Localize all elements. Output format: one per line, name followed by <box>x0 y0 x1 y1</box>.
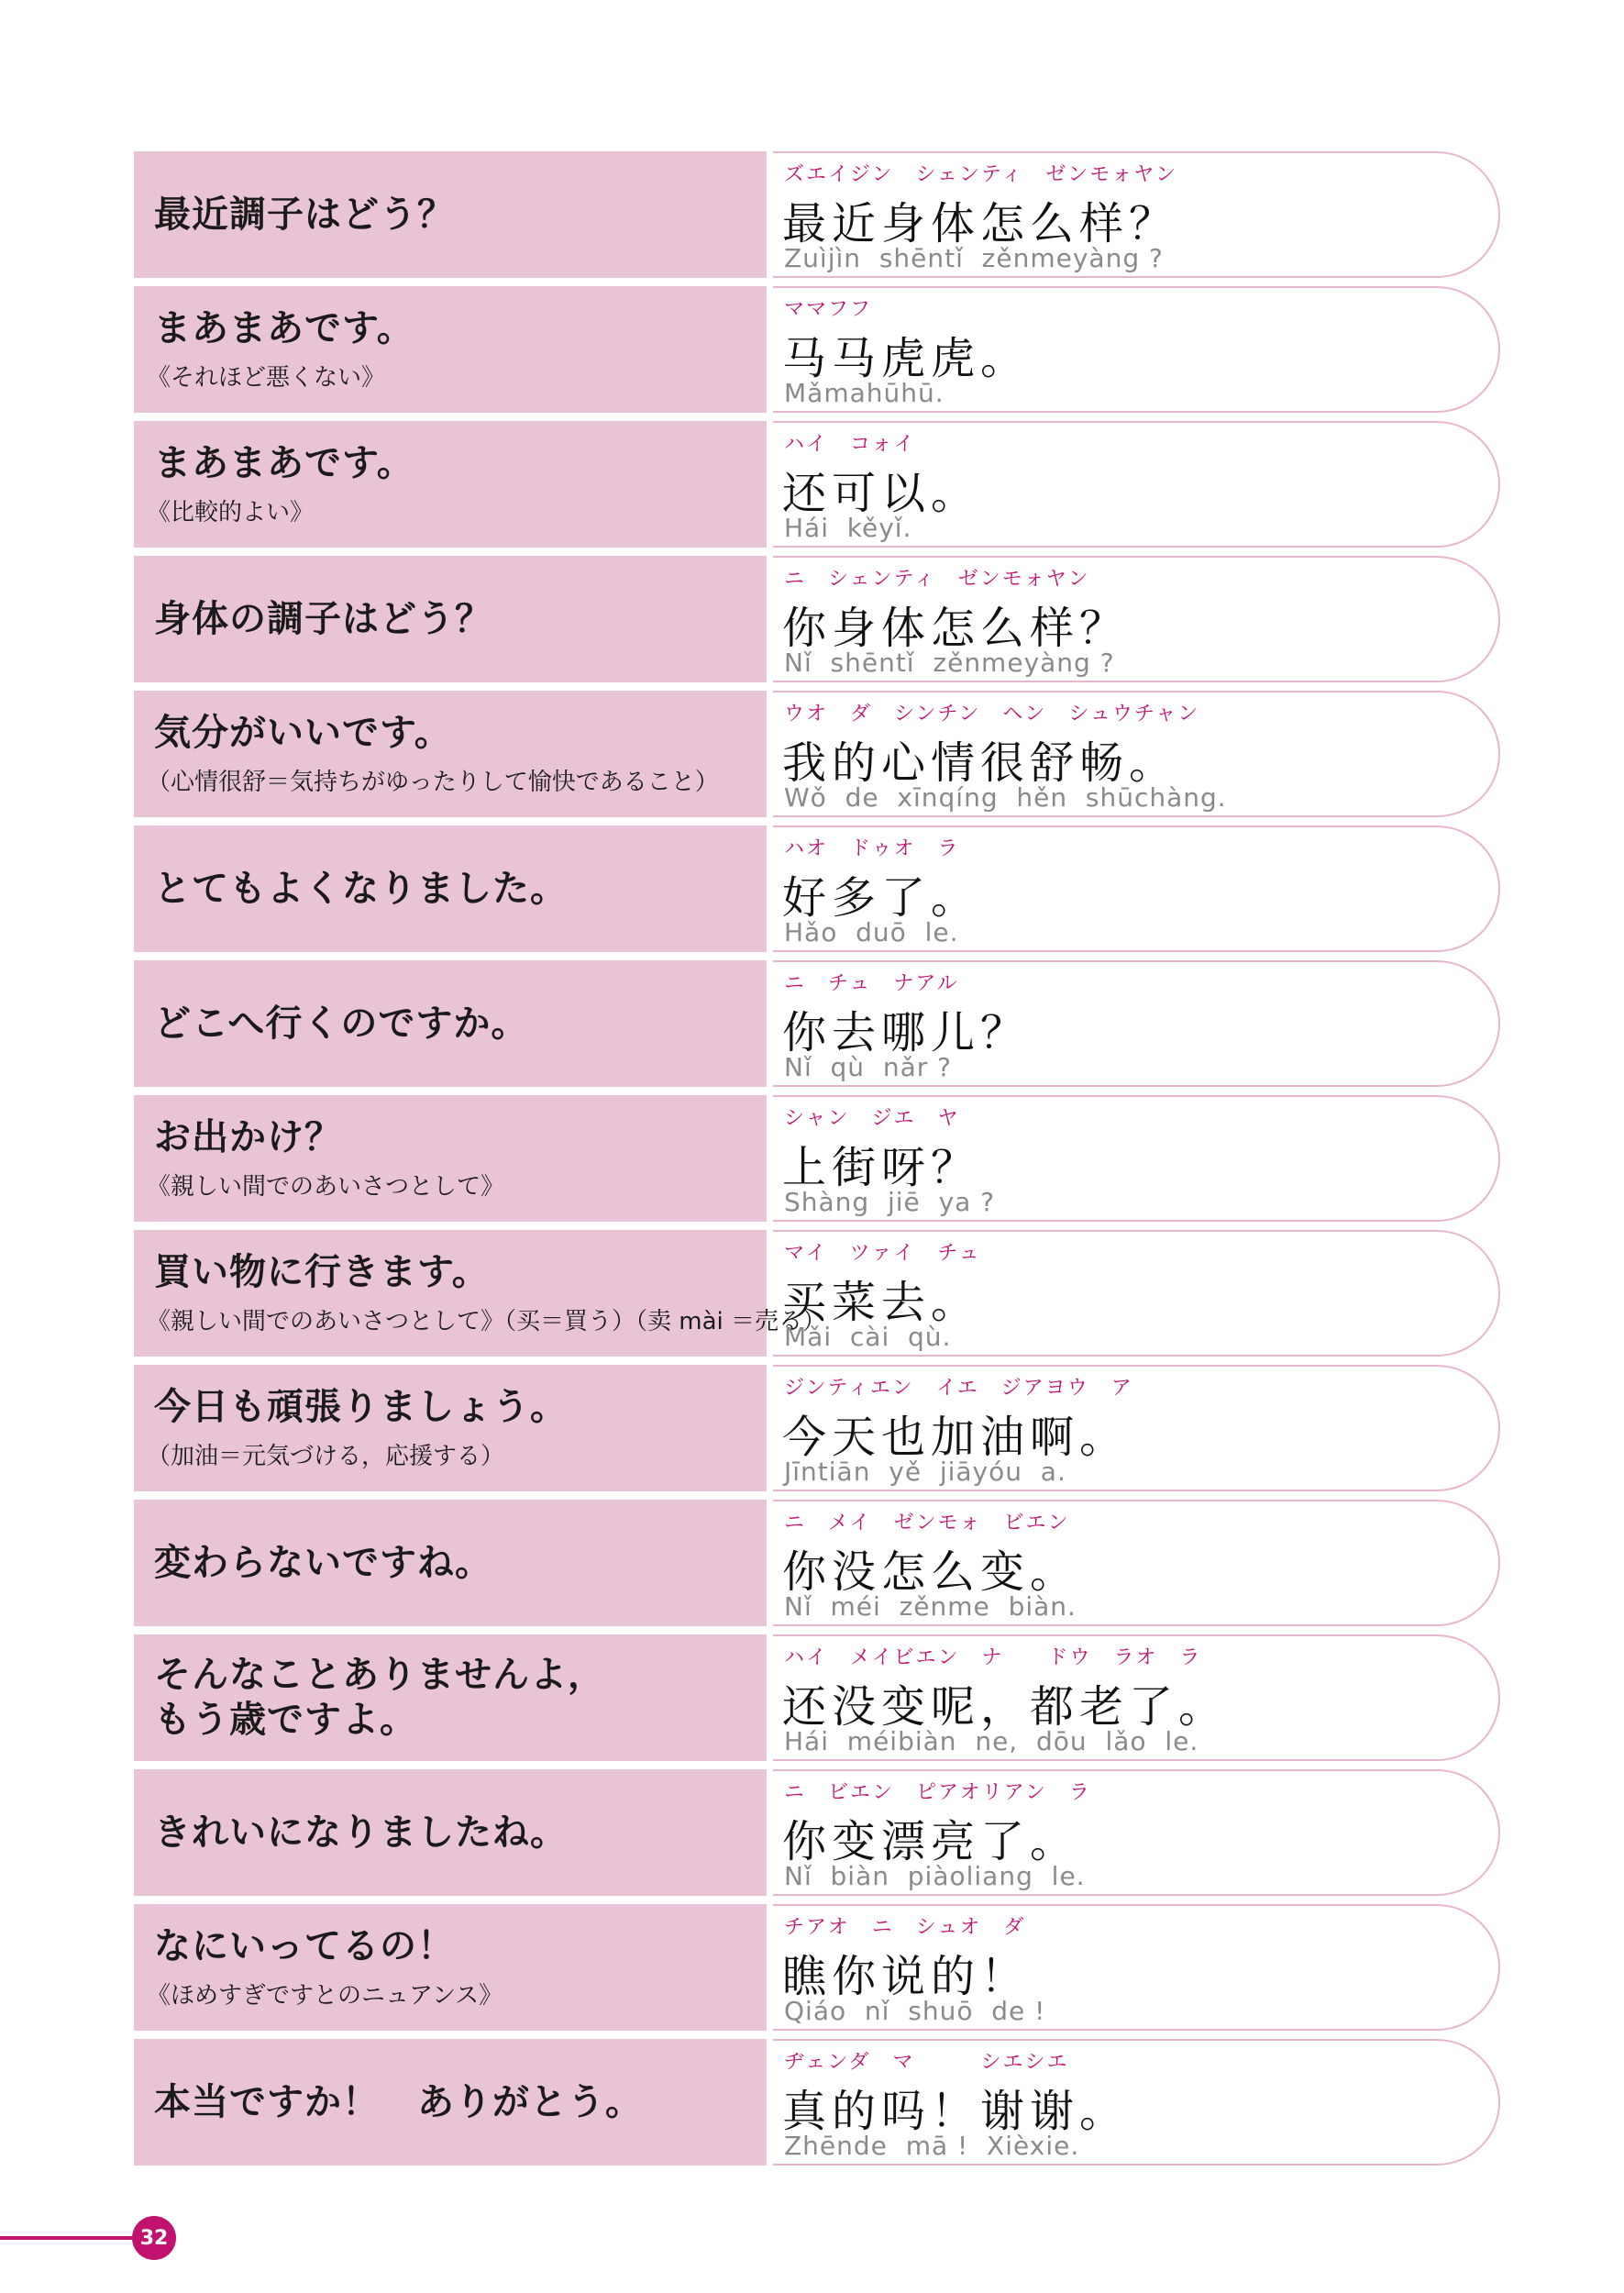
pinyin-reading: Hǎo duō le. <box>784 917 959 947</box>
chinese-phrase: 买菜去。 <box>782 1277 981 1328</box>
chinese-cell <box>773 151 1500 278</box>
chinese-cell <box>773 286 1500 413</box>
pinyin-reading: Jīntiān yě jiāyóu a. <box>784 1457 1066 1487</box>
phrase-row <box>134 1230 1500 1357</box>
phrase-row <box>134 825 1500 952</box>
japanese-phrase: まあまあです。 <box>154 442 414 485</box>
katakana-reading: ニ ビエン ピアオリアン ラ <box>784 1781 1091 1804</box>
pinyin-reading: Zuìjìn shēntǐ zěnmeyàng ? <box>784 243 1164 273</box>
pinyin-reading: Qiáo nǐ shuō de ! <box>784 1996 1046 2026</box>
katakana-reading: ズエイジン シェンティ ゼンモォヤン <box>784 163 1178 186</box>
footer-rule <box>0 2236 147 2240</box>
katakana-reading: シャン ジエ ヤ <box>784 1107 960 1130</box>
pinyin-reading: Mǎi cài qù. <box>784 1322 952 1352</box>
chinese-cell <box>773 1500 1500 1626</box>
chinese-phrase: 还可以。 <box>782 468 981 519</box>
katakana-reading: ニ チュ ナアル <box>784 972 959 995</box>
japanese-cell <box>134 286 767 413</box>
japanese-note: 《それほど悪くない》 <box>147 363 386 392</box>
japanese-cell <box>134 960 767 1087</box>
japanese-phrase: なにいってるの！ <box>154 1925 455 1968</box>
katakana-reading: ニ シェンティ ゼンモォヤン <box>784 568 1090 591</box>
japanese-note: （心情很舒＝気持ちがゆったりして愉快であること） <box>147 768 719 796</box>
pinyin-reading: Wǒ de xīnqíng hěn shūchàng. <box>784 782 1227 813</box>
phrase-row <box>134 960 1500 1087</box>
japanese-cell <box>134 825 767 952</box>
chinese-cell <box>773 556 1500 682</box>
katakana-reading: ママフフ <box>784 298 873 321</box>
chinese-phrase: 我的心情很舒畅。 <box>782 737 1179 789</box>
japanese-note: （加油＝元気づける，応援する） <box>147 1442 505 1470</box>
japanese-cell <box>134 2039 767 2166</box>
katakana-reading: マイ ツァイ チュ <box>784 1242 981 1265</box>
katakana-reading: ハイ メイビエン ナ ドウ ラオ ラ <box>784 1646 1202 1669</box>
chinese-phrase: 今天也加油啊。 <box>782 1412 1130 1463</box>
pinyin-reading: Hái méibiàn ne, dōu lǎo le. <box>784 1726 1199 1756</box>
phrase-row <box>134 1634 1500 1761</box>
phrase-row <box>134 1769 1500 1896</box>
chinese-cell <box>773 960 1500 1087</box>
chinese-phrase: 你去哪儿？ <box>782 1007 1031 1058</box>
japanese-cell <box>134 421 767 548</box>
phrase-row <box>134 1500 1500 1626</box>
chinese-phrase: 还没变呢，都老了。 <box>782 1681 1229 1733</box>
pinyin-reading: Nǐ shēntǐ zěnmeyàng ? <box>784 648 1115 678</box>
phrase-row <box>134 421 1500 548</box>
page-number-badge: 32 <box>132 2216 176 2260</box>
japanese-cell <box>134 1904 767 2031</box>
pinyin-reading: Shàng jiē ya ? <box>784 1187 996 1217</box>
phrase-row <box>134 151 1500 278</box>
japanese-note: 《親しい間でのあいさつとして》 <box>147 1172 505 1201</box>
phrase-row <box>134 1365 1500 1491</box>
chinese-phrase: 你没怎么变。 <box>782 1546 1080 1598</box>
pinyin-reading: Nǐ biàn piàoliang le. <box>784 1861 1086 1891</box>
phrase-list <box>134 151 1500 2174</box>
phrase-row <box>134 691 1500 817</box>
japanese-note: 《ほめすぎですとのニュアンス》 <box>147 1981 503 2010</box>
japanese-phrase: とてもよくなりました。 <box>154 867 568 910</box>
japanese-phrase: 身体の調子はどう？ <box>154 597 492 640</box>
chinese-phrase: 瞧你说的！ <box>782 1951 1031 2002</box>
japanese-phrase: きれいになりましたね。 <box>154 1811 568 1854</box>
chinese-phrase: 你身体怎么样？ <box>782 603 1130 654</box>
chinese-cell <box>773 2039 1500 2166</box>
japanese-phrase: 気分がいいです。 <box>154 712 452 755</box>
pinyin-reading: Mǎmahūhū. <box>784 378 945 408</box>
japanese-phrase: 最近調子はどう？ <box>154 193 455 236</box>
phrase-row <box>134 556 1500 682</box>
japanese-cell <box>134 1634 767 1761</box>
katakana-reading: ウオ ダ シンチン ヘン シュウチャン <box>784 703 1200 726</box>
chinese-phrase: 最近身体怎么样？ <box>782 198 1179 249</box>
japanese-cell <box>134 1365 767 1491</box>
chinese-cell <box>773 691 1500 817</box>
phrase-row <box>134 2039 1500 2166</box>
chinese-cell <box>773 825 1500 952</box>
japanese-phrase: まあまあです。 <box>154 307 414 350</box>
chinese-phrase: 你变漂亮了。 <box>782 1816 1080 1867</box>
pinyin-reading: Nǐ méi zěnme biàn. <box>784 1591 1077 1622</box>
pinyin-reading: Nǐ qù nǎr ? <box>784 1052 953 1082</box>
japanese-phrase: お出かけ？ <box>154 1116 342 1159</box>
japanese-cell <box>134 1500 767 1626</box>
japanese-phrase: 変わらないですね。 <box>154 1541 492 1584</box>
phrase-row <box>134 1904 1500 2031</box>
japanese-phrase: そんなことありませんよ， もう歳ですよ。 <box>154 1654 605 1741</box>
japanese-phrase: 買い物に行きます。 <box>154 1251 490 1294</box>
chinese-cell <box>773 1904 1500 2031</box>
katakana-reading: ヂェンダ マ シエシエ <box>784 2051 1069 2074</box>
chinese-phrase: 好多了。 <box>782 872 981 924</box>
katakana-reading: チアオ ニ シュオ ダ <box>784 1916 1026 1939</box>
pinyin-reading: Hái kěyǐ. <box>784 513 912 543</box>
japanese-note: 《親しい間でのあいさつとして》（买＝買う）（卖 mài ＝売る） <box>147 1307 827 1335</box>
japanese-cell <box>134 556 767 682</box>
chinese-cell <box>773 1769 1500 1896</box>
phrase-row <box>134 1095 1500 1222</box>
japanese-cell <box>134 151 767 278</box>
japanese-cell <box>134 1230 827 1357</box>
chinese-phrase: 真的吗！谢谢。 <box>782 2086 1130 2137</box>
chinese-cell <box>773 1365 1500 1491</box>
japanese-phrase: 本当ですか！ ありがとう。 <box>154 2080 643 2123</box>
katakana-reading: ニ メイ ゼンモォ ビエン <box>784 1512 1070 1534</box>
chinese-cell <box>773 1230 1500 1357</box>
chinese-cell <box>773 1634 1500 1761</box>
phrase-row <box>134 286 1500 413</box>
japanese-phrase: どこへ行くのですか。 <box>154 1002 529 1045</box>
chinese-phrase: 马马虎虎。 <box>782 333 1031 384</box>
katakana-reading: ハイ コォイ <box>784 433 916 456</box>
chinese-cell <box>773 1095 1500 1222</box>
pinyin-reading: Zhēnde mā ! Xièxie. <box>784 2131 1080 2161</box>
chinese-cell <box>773 421 1500 548</box>
japanese-cell <box>134 691 767 817</box>
japanese-cell <box>134 1769 767 1896</box>
katakana-reading: ジンティエン イエ ジアヨウ ア <box>784 1377 1133 1400</box>
katakana-reading: ハオ ドゥオ ラ <box>784 837 960 860</box>
japanese-phrase: 今日も頑張りましょう。 <box>154 1386 568 1429</box>
japanese-cell <box>134 1095 767 1222</box>
chinese-phrase: 上街呀？ <box>782 1142 981 1193</box>
japanese-note: 《比較的よい》 <box>147 498 315 526</box>
